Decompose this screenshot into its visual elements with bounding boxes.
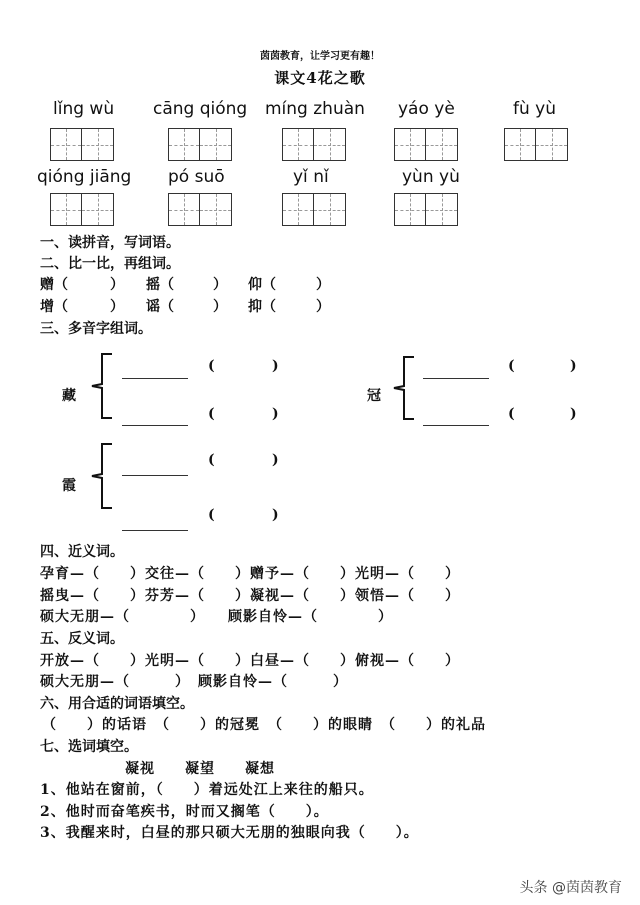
polyphone-char-2: 冠 — [367, 388, 381, 404]
compare-2b-close: ） — [213, 299, 227, 315]
compare-1a: 赠（ — [40, 277, 68, 293]
section-5-heading: 五、反义词。 — [40, 631, 124, 647]
header-note: 茵茵教育，让学习更有趣！ — [260, 51, 380, 62]
pinyin-2: cāng qióng — [153, 99, 248, 119]
paren-close: ) — [272, 452, 279, 468]
section-6-heading: 六、用合适的词语填空。 — [40, 696, 194, 712]
compare-1c-close: ） — [316, 277, 330, 293]
answer-line[interactable] — [122, 530, 188, 531]
paren-close: ) — [570, 358, 577, 374]
compare-2a-close: ） — [110, 299, 124, 315]
antonym-row-1: 开放—（ ）光明—（ ）白昼—（ ）俯视—（ ） — [40, 653, 460, 669]
section-7-heading: 七、选词填空。 — [40, 739, 138, 755]
watermark: 头条 @茵茵教育 — [519, 880, 622, 896]
compare-2c-close: ） — [316, 299, 330, 315]
compare-1b-close: ） — [213, 277, 227, 293]
synonym-row-2: 摇曳—（ ）芬芳—（ ）凝视—（ ）领悟—（ ） — [40, 588, 460, 604]
answer-line[interactable] — [122, 378, 188, 379]
writing-grid-1[interactable] — [50, 128, 114, 161]
paren-open: ( — [208, 507, 215, 523]
paren-open: ( — [208, 406, 215, 422]
answer-line[interactable] — [423, 425, 489, 426]
answer-line[interactable] — [423, 378, 489, 379]
brace-icon — [88, 352, 116, 420]
pinyin-8: yǐ nǐ — [293, 167, 329, 187]
writing-grid-5[interactable] — [504, 128, 568, 161]
section-2-heading: 二、比一比，再组词。 — [40, 256, 180, 272]
compare-2a: 增（ — [40, 299, 68, 315]
pinyin-7: pó suō — [168, 167, 225, 187]
paren-close: ) — [272, 507, 279, 523]
sentence-2: 2、他时而奋笔疾书，时而又搁笔（ ）。 — [40, 804, 329, 820]
fill-words-row: （ ）的话语 （ ）的冠冕 （ ）的眼睛 （ ）的礼品 — [42, 717, 486, 733]
sentence-1: 1、他站在窗前，（ ）着远处江上来往的船只。 — [40, 782, 374, 798]
paren-open: ( — [508, 406, 515, 422]
writing-grid-3[interactable] — [282, 128, 346, 161]
synonym-row-1: 孕育—（ ）交往—（ ）赠予—（ ）光明—（ ） — [40, 566, 460, 582]
paren-close: ) — [272, 358, 279, 374]
compare-1a-close: ） — [110, 277, 124, 293]
paren-open: ( — [208, 452, 215, 468]
compare-1b: 摇（ — [146, 277, 174, 293]
section-3-heading: 三、多音字组词。 — [40, 321, 152, 337]
polyphone-char-3: 霞 — [62, 478, 76, 494]
section-4-heading: 四、近义词。 — [40, 544, 124, 560]
answer-line[interactable] — [122, 425, 188, 426]
compare-2b: 谣（ — [146, 299, 174, 315]
pinyin-3: míng zhuàn — [265, 99, 365, 119]
choice-words: 凝视 凝望 凝想 — [125, 761, 275, 777]
pinyin-4: yáo yè — [398, 99, 455, 119]
section-1-heading: 一、读拼音，写词语。 — [40, 235, 180, 251]
brace-icon — [88, 442, 116, 510]
antonym-row-2: 硕大无朋—（ ） 顾影自怜—（ ） — [40, 674, 348, 690]
page-title: 课文4花之歌 — [274, 69, 366, 87]
pinyin-6: qióng jiāng — [37, 167, 132, 187]
writing-grid-4[interactable] — [394, 128, 458, 161]
synonym-row-3: 硕大无朋—（ ） 顾影自怜—（ ） — [40, 609, 393, 625]
polyphone-char-1: 藏 — [62, 388, 76, 404]
paren-open: ( — [208, 358, 215, 374]
pinyin-1: lǐng wù — [53, 99, 115, 119]
compare-2c: 抑（ — [248, 299, 276, 315]
writing-grid-7[interactable] — [168, 193, 232, 226]
compare-1c: 仰（ — [248, 277, 276, 293]
answer-line[interactable] — [122, 475, 188, 476]
paren-close: ) — [272, 406, 279, 422]
pinyin-5: fù yù — [513, 99, 556, 119]
sentence-3: 3、我醒来时，白昼的那只硕大无朋的独眼向我（ ）。 — [40, 825, 419, 841]
writing-grid-2[interactable] — [168, 128, 232, 161]
brace-icon — [390, 355, 418, 421]
paren-open: ( — [508, 358, 515, 374]
pinyin-9: yùn yù — [402, 167, 460, 187]
writing-grid-9[interactable] — [394, 193, 458, 226]
paren-close: ) — [570, 406, 577, 422]
writing-grid-8[interactable] — [282, 193, 346, 226]
writing-grid-6[interactable] — [50, 193, 114, 226]
